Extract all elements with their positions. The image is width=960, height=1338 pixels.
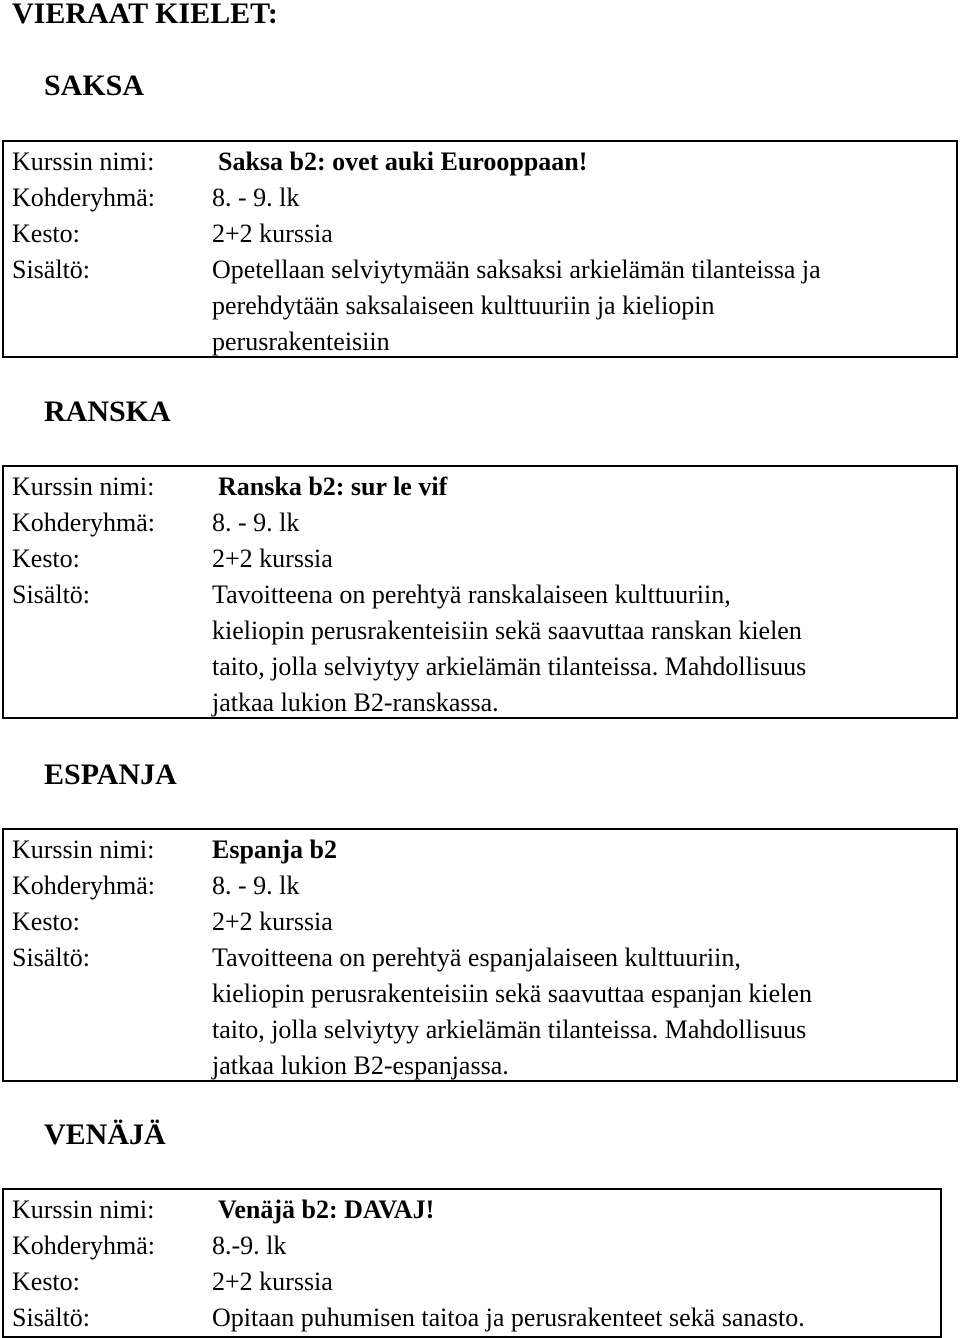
duration-label: Kesto: xyxy=(12,907,80,936)
course-name-value: Espanja b2 xyxy=(212,835,337,864)
target-group-label: Kohderyhmä: xyxy=(12,508,155,537)
section-heading-espanja: ESPANJA xyxy=(44,758,177,791)
course-card-saksa xyxy=(2,140,958,358)
duration-row xyxy=(12,1264,940,1300)
duration-value: 2+2 kurssia xyxy=(212,219,333,248)
target-group-value: 8.-9. lk xyxy=(212,1231,287,1260)
content-text: Tavoitteena on perehtyä ranskalaiseen kulttuuriin, kieliopin perusrakenteisiin sekä saavuttaa ranskan kielen taito, jolla selviytyy arkielämän tilanteissa. Mahdollisuus jatkaa lukion B2-ranskassa. xyxy=(212,580,807,717)
duration-label: Kesto: xyxy=(12,219,80,248)
target-group-label: Kohderyhmä: xyxy=(12,1231,155,1260)
course-name-label: Kurssin nimi: xyxy=(12,835,155,864)
course-name-value: Saksa b2: ovet auki Eurooppaan! xyxy=(218,147,588,176)
course-name-row xyxy=(12,832,956,868)
section-heading-ranska: RANSKA xyxy=(44,395,171,428)
duration-value: 2+2 kurssia xyxy=(212,544,333,573)
duration-label: Kesto: xyxy=(12,1267,80,1296)
course-name-row xyxy=(12,469,956,505)
course-name-value: Venäjä b2: DAVAJ! xyxy=(218,1195,435,1224)
target-group-label: Kohderyhmä: xyxy=(12,871,155,900)
target-group-row xyxy=(12,180,956,216)
course-name-row xyxy=(12,144,956,180)
target-group-row xyxy=(12,505,956,541)
content-text: Tavoitteena on perehtyä espanjalaiseen kulttuuriin, kieliopin perusrakenteisiin sekä saavuttaa espanjan kielen taito, jolla selviytyy arkielämän tilanteissa. Mahdollisuus jatkaa lukion B2-espanjassa. xyxy=(212,943,812,1080)
course-card-espanja xyxy=(2,828,958,1082)
target-group-label: Kohderyhmä: xyxy=(12,183,155,212)
duration-row xyxy=(12,541,956,577)
content-label: Sisältö: xyxy=(12,943,91,972)
duration-value: 2+2 kurssia xyxy=(212,1267,333,1296)
target-group-row xyxy=(12,868,956,904)
section-heading-saksa: SAKSA xyxy=(44,69,145,102)
course-name-label: Kurssin nimi: xyxy=(12,147,155,176)
page-title: VIERAAT KIELET: xyxy=(12,0,278,30)
course-name-row xyxy=(12,1192,940,1228)
duration-row xyxy=(12,904,956,940)
target-group-value: 8. - 9. lk xyxy=(212,183,300,212)
target-group-value: 8. - 9. lk xyxy=(212,871,300,900)
target-group-value: 8. - 9. lk xyxy=(212,508,300,537)
content-text: Opitaan puhumisen taitoa ja perusrakenteet sekä sanasto. xyxy=(212,1303,805,1332)
content-text: Opetellaan selviytymään saksaksi arkielämän tilanteissa ja perehdytään saksalaiseen kulttuuriin ja kieliopin perusrakenteisiin xyxy=(212,255,821,356)
content-label: Sisältö: xyxy=(12,580,91,609)
course-card-ranska xyxy=(2,465,958,719)
duration-row xyxy=(12,216,956,252)
course-name-label: Kurssin nimi: xyxy=(12,472,155,501)
content-label: Sisältö: xyxy=(12,255,91,284)
duration-label: Kesto: xyxy=(12,544,80,573)
duration-value: 2+2 kurssia xyxy=(212,907,333,936)
course-card-venaja xyxy=(2,1188,942,1338)
course-name-value: Ranska b2: sur le vif xyxy=(218,472,448,501)
course-name-label: Kurssin nimi: xyxy=(12,1195,155,1224)
content-label: Sisältö: xyxy=(12,1303,91,1332)
target-group-row xyxy=(12,1228,940,1264)
section-heading-venaja: VENÄJÄ xyxy=(44,1118,166,1151)
